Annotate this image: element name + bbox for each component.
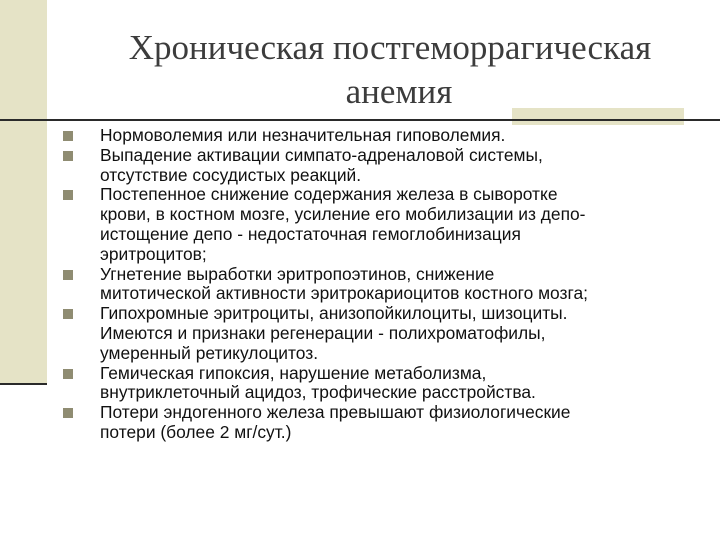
title-line-2: анемия (345, 72, 453, 111)
bullet-line: потери (более 2 мг/сут.) (100, 421, 292, 442)
bullet-line: Гемическая гипоксия, нарушение метаболизма, (100, 362, 487, 383)
square-bullet-icon (63, 131, 73, 141)
left-band-divider (0, 383, 47, 385)
square-bullet-icon (63, 190, 73, 200)
bullet-item (63, 265, 713, 305)
bullet-item (63, 403, 713, 443)
title-line-1: Хроническая постгеморрагическая (128, 28, 652, 67)
bullet-item (63, 146, 713, 186)
bullet-item (63, 304, 713, 363)
square-bullet-icon (63, 309, 73, 319)
title-rule-accent (512, 108, 684, 125)
bullet-line: отсутствие сосудистых реакций. (100, 164, 362, 185)
bullet-line: внутриклеточный ацидоз, трофические расстройства. (100, 382, 536, 403)
bullet-line: Постепенное снижение содержания железа в сыворотке (100, 184, 558, 205)
square-bullet-icon (63, 270, 73, 280)
bullet-line: Потери эндогенного железа превышают физиологические (100, 402, 571, 423)
bullet-line: митотической активности эритрокариоцитов костного мозга; (100, 283, 588, 304)
bullet-item (63, 126, 713, 146)
bullet-line: истощение депо - недостаточная гемоглобинизация (100, 223, 521, 244)
bullet-line: Угнетение выработки эритропоэтинов, снижение (100, 263, 495, 284)
bullet-item (63, 364, 713, 404)
slide-title (60, 26, 720, 114)
bullet-line: Выпадение активации симпато-адреналовой системы, (100, 144, 543, 165)
square-bullet-icon (63, 408, 73, 418)
title-rule (0, 119, 720, 121)
left-accent-band (0, 0, 47, 383)
bullet-item (63, 185, 713, 264)
bullet-line: эритроцитов; (100, 243, 207, 264)
bullet-line: Гипохромные эритроциты, анизопойкилоциты, шизоциты. (100, 303, 568, 324)
square-bullet-icon (63, 151, 73, 161)
bullet-list (63, 126, 713, 443)
bullet-line: крови, в костном мозге, усиление его мобилизации из депо- (100, 204, 586, 225)
square-bullet-icon (63, 369, 73, 379)
bullet-line: Имеются и признаки регенерации - полихроматофилы, (100, 322, 546, 343)
bullet-line: умеренный ретикулоцитоз. (100, 342, 319, 363)
bullet-line: Нормоволемия или незначительная гиповолемия. (100, 125, 506, 145)
